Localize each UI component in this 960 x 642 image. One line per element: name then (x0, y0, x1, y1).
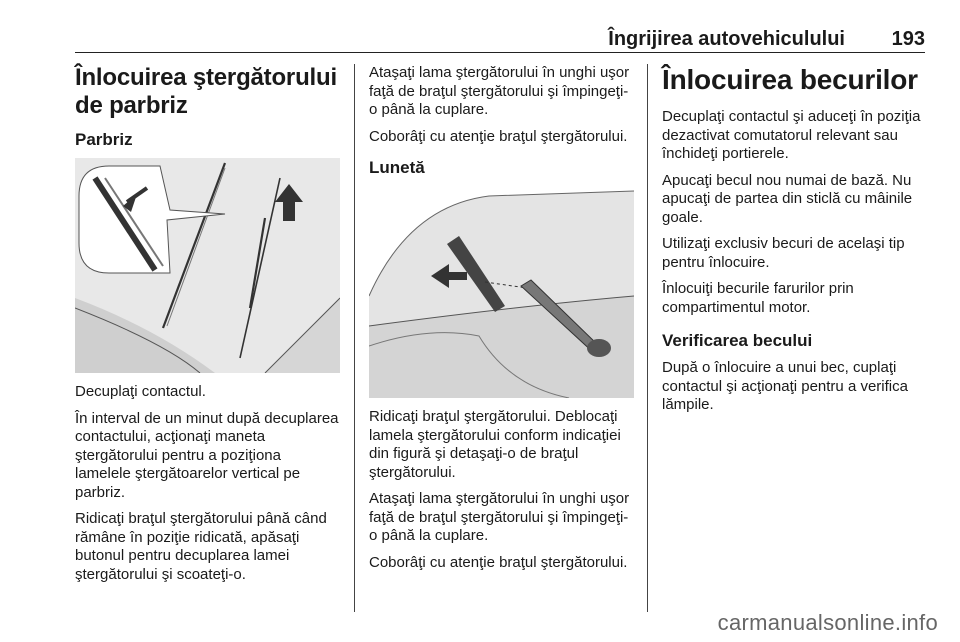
paragraph: În interval de un minut după decuplarea contactului, acţionaţi maneta ştergătorului pentru a poziţiona lamelele ştergătoarelor vertical pe parbriz. (75, 409, 339, 501)
column-divider (647, 64, 648, 612)
paragraph: Ataşaţi lama ştergătorului în unghi uşor faţă de braţul ştergătorului şi împingeţi-o până la cuplare. (369, 490, 630, 544)
paragraph: Coborâţi cu atenţie braţul ştergătorului. (369, 127, 628, 145)
subheading-rear-window: Lunetă (369, 158, 425, 177)
watermark: carmanualsonline.info (717, 610, 938, 635)
section-heading-bulb-replacement: Înlocuirea becurilor (662, 64, 918, 95)
column-1 (75, 64, 340, 592)
paragraph: Ridicaţi braţul ştergătorului. Deblocaţi lamela ştergătorului conform indicaţiei din figură şi detaşaţi-o de braţul ştergătorului. (369, 408, 621, 481)
windscreen-wiper-drawing (75, 158, 340, 373)
column-divider (354, 64, 355, 612)
page-header (75, 28, 925, 53)
column-3 (662, 64, 927, 423)
paragraph: Decuplaţi contactul şi aduceţi în poziţia dezactivat comutatorul relevant sau închideţi portierele. (662, 108, 921, 162)
windscreen-wiper-illustration (75, 158, 340, 373)
paragraph: Apucaţi becul nou numai de bază. Nu apucaţi de partea din sticlă cu mâinile goale. (662, 171, 913, 226)
subheading-windscreen: Parbriz (75, 130, 133, 149)
subheading-bulb-check: Verificarea becului (662, 331, 813, 350)
column-2 (369, 64, 634, 580)
paragraph: Înlocuiţi becurile farurilor prin compartimentul motor. (662, 280, 854, 316)
section-heading-wiper-replacement: Înlocuirea ştergătorului de parbriz (75, 64, 337, 119)
paragraph: Ridicaţi braţul ştergătorului până când rămâne în poziţie ridicată, apăsaţi butonul pentru decuplarea lamei ştergătorului şi scoateţi-o. (75, 510, 327, 583)
rear-wiper-illustration (369, 186, 634, 398)
paragraph: După o înlocuire a unui bec, cuplaţi contactul şi acţionaţi pentru a verifica lămpile. (662, 359, 908, 413)
running-title: Îngrijirea autovehiculului (608, 28, 845, 50)
paragraph: Coborâţi cu atenţie braţul ştergătorului. (369, 553, 628, 571)
page-number: 193 (891, 28, 925, 50)
paragraph: Decuplaţi contactul. (75, 383, 206, 400)
rear-wiper-drawing (369, 186, 634, 398)
paragraph: Utilizaţi exclusiv becuri de acelaşi tip pentru înlocuire. (662, 235, 905, 271)
paragraph: Ataşaţi lama ştergătorului în unghi uşor faţă de braţul ştergătorului şi împingeţi-o până la cuplare. (369, 64, 630, 118)
